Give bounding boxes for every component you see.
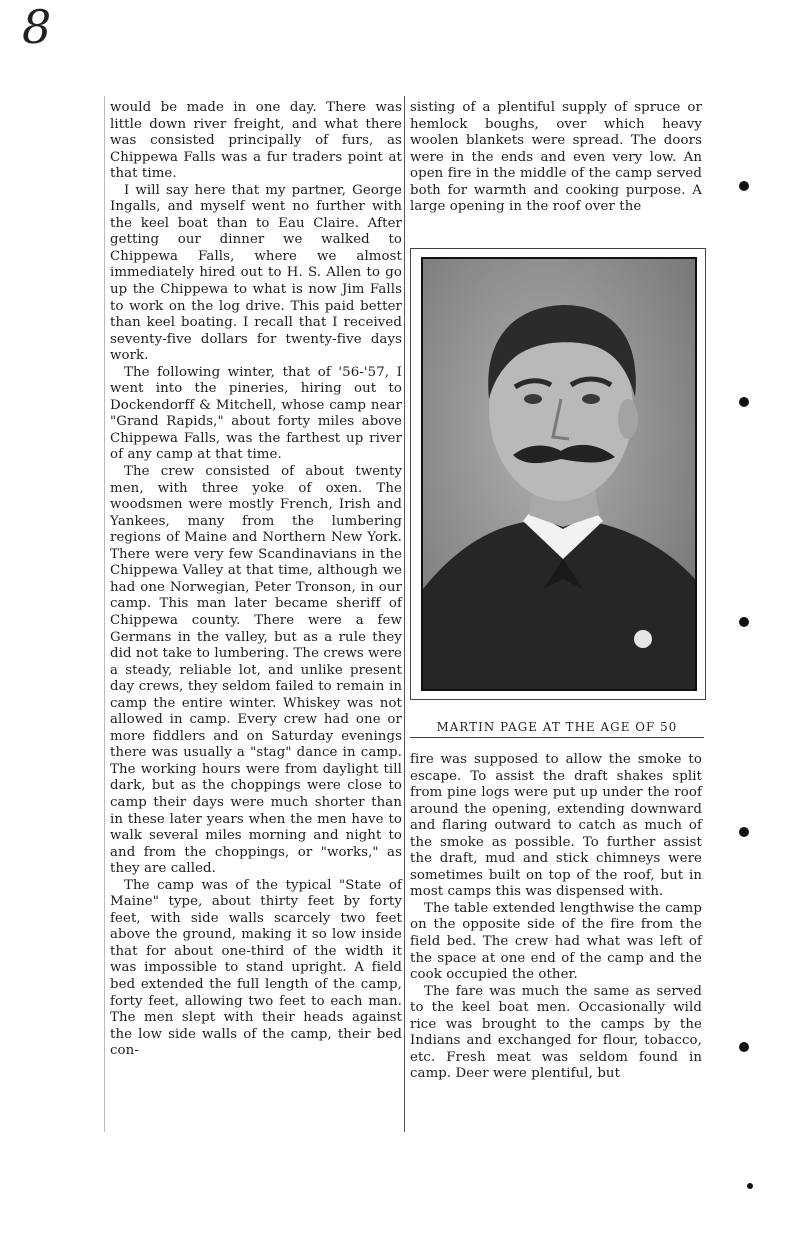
column-divider xyxy=(404,96,405,1132)
binder-hole xyxy=(747,1183,753,1189)
portrait-illustration xyxy=(423,259,695,689)
left-column xyxy=(110,100,402,1060)
paragraph: The fare was much the same as served to the keel boat men. Occasionally wild rice was brought to the camps by the Indians and exchanged for flour, tobacco, etc. Fresh meat was seldom found in camp. Deer were plentiful, but xyxy=(410,983,702,1082)
right-column-top xyxy=(410,100,702,216)
column-rule-left xyxy=(104,96,105,1132)
binder-hole xyxy=(739,617,749,627)
binder-hole xyxy=(739,181,749,191)
portrait-photo xyxy=(421,257,697,691)
photo-caption: MARTIN PAGE AT THE AGE OF 50 xyxy=(410,720,704,738)
binder-hole xyxy=(739,827,749,837)
portrait-frame xyxy=(410,248,706,700)
paragraph: sisting of a plentiful supply of spruce or hemlock boughs, over which heavy woolen blankets were spread. The doors were in the ends and even very low. An open fire in the middle of the camp served both for warmth and cooking purpose. A large opening in the roof over the xyxy=(410,100,702,215)
paragraph: fire was supposed to allow the smoke to escape. To assist the draft shakes split from pine logs were put up under the roof around the opening, extending downward and flaring outward to catch as much of the smoke as possible. To further assist the draft, mud and stick chimneys were sometimes built on top of the roof, but in most camps this was dispensed with. xyxy=(410,752,702,900)
page-number: 8 xyxy=(22,0,52,54)
paragraph: The crew consisted of about twenty men, with three yoke of oxen. The woodsmen were mostly French, Irish and Yankees, many from the lumbering regions of Maine and Northern New York. There were very few Scandinavians in the Chippewa Valley at that time, although we had one Norwegian, Peter Tronson, in our camp. This man later became sheriff of Chippewa county. There were a few Germans in the valley, but as a rule they did not take to lumbering. The crews were a steady, reliable lot, and unlike present day crews, they seldom failed to remain in camp the entire winter. Whiskey was not allowed in camp. Every crew had one or more fiddlers and on Saturday evenings there was usually a "stag" dance in camp. The working hours were from daylight till dark, but as the choppings were close to camp their days were much shorter than in these later years when the men have to walk several miles morning and night to and from the choppings, or "works," as they are called. xyxy=(110,464,402,877)
binder-hole xyxy=(739,1042,749,1052)
binder-hole xyxy=(739,397,749,407)
paragraph: I will say here that my partner, George Ingalls, and myself went no further with the keel boat than to Eau Claire. After getting our dinner we walked to Chippewa Falls, where we almost immediately hired out to H. S. Allen to go up the Chippewa to what is now Jim Falls to work on the log drive. This paid better than keel boating. I recall that I received seventy-five dollars for twenty-five days work. xyxy=(110,182,402,364)
right-column-bottom xyxy=(410,752,702,1083)
paragraph: The table extended lengthwise the camp on the opposite side of the fire from the field bed. The crew had what was left of the space at one end of the camp and the cook occupied the other. xyxy=(410,900,702,983)
paragraph: The following winter, that of '56-'57, I went into the pineries, hiring out to Dockendorff & Mitchell, whose camp near "Grand Rapids," about forty miles above Chippewa Falls, was the farthest up river of any camp at that time. xyxy=(110,364,402,463)
paragraph: The camp was of the typical "State of Maine" type, about thirty feet by forty feet, with side walls scarcely two feet above the ground, making it so low inside that for about one-third of the width it was impossible to stand upright. A field bed extended the full length of the camp, forty feet, allowing two feet to each man. The men slept with their heads against the low side walls of the camp, their bed con- xyxy=(110,877,402,1059)
paragraph: would be made in one day. There was little down river freight, and what there was consisted principally of furs, as Chippewa Falls was a fur traders point at that time. xyxy=(110,100,402,182)
